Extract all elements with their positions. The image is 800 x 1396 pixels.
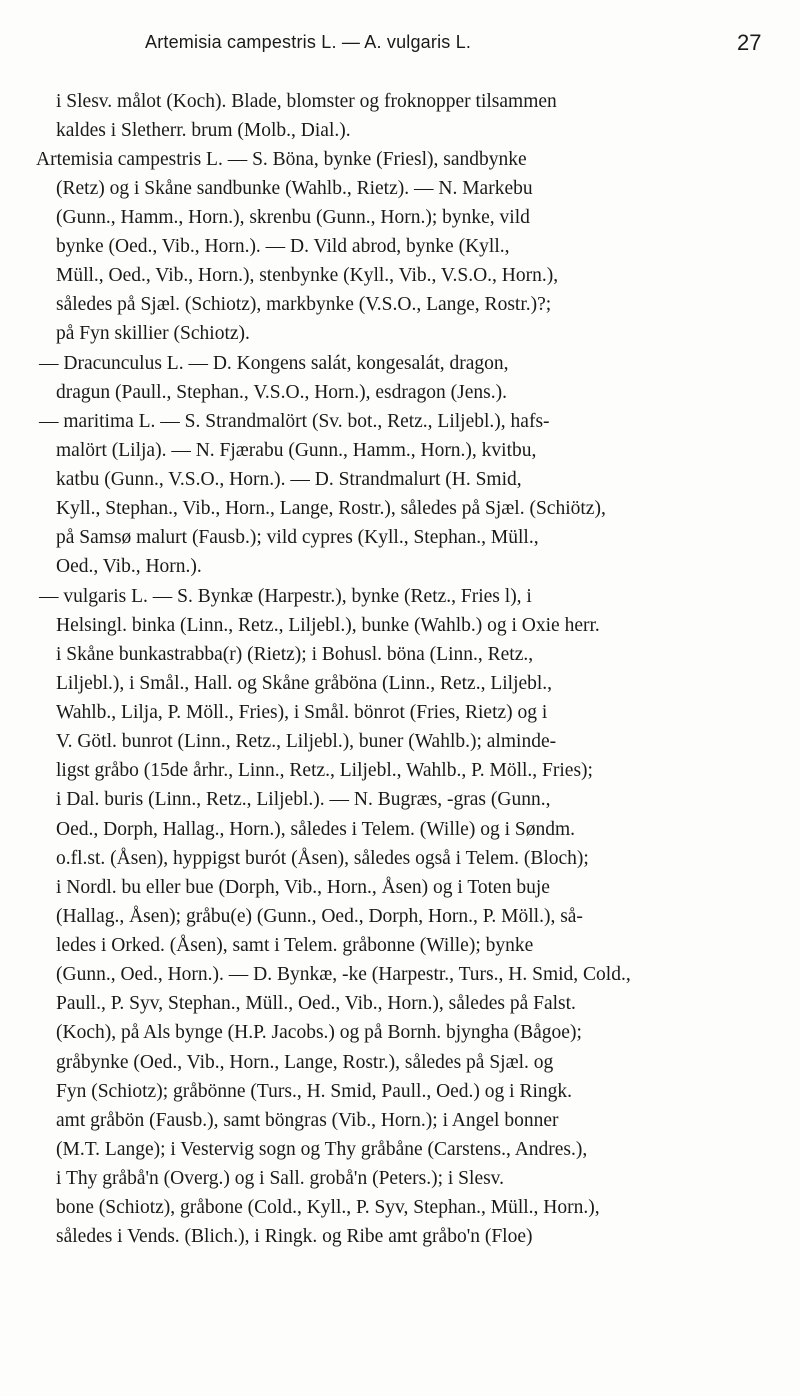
text-line: malört (Lilja). — N. Fjærabu (Gunn., Hamm., Horn.), kvitbu, [56, 440, 537, 461]
text-line: — maritima L. — S. Strandmalört (Sv. bot., Retz., Liljebl.), hafs- [39, 411, 550, 432]
text-line: Artemisia campestris L. — S. Böna, bynke (Friesl), sandbynke [36, 149, 527, 170]
text-line: Müll., Oed., Vib., Horn.), stenbynke (Kyll., Vib., V.S.O., Horn.), [56, 265, 559, 286]
text-line: — vulgaris L. — S. Bynkæ (Harpestr.), bynke (Retz., Fries l), i [39, 586, 532, 607]
text-line: Fyn (Schiotz); gråbönne (Turs., H. Smid, Paull., Oed.) og i Ringk. [56, 1081, 573, 1102]
text-line: således i Vends. (Blich.), i Ringk. og Ribe amt gråbo'n (Floe) [56, 1226, 533, 1247]
text-line: V. Götl. bunrot (Linn., Retz., Liljebl.), buner (Wahlb.); alminde- [56, 731, 557, 752]
text-line: (Gunn., Oed., Horn.). — D. Bynkæ, -ke (Harpestr., Turs., H. Smid, Cold., [56, 964, 631, 985]
running-title: Artemisia campestris L. — A. vulgaris L. [145, 32, 472, 52]
text-line: (Koch), på Als bynge (H.P. Jacobs.) og på Bornh. bjyngha (Bågoe); [56, 1022, 582, 1043]
text-line: o.fl.st. (Åsen), hyppigst burót (Åsen), således også i Telem. (Bloch); [56, 848, 589, 869]
text-line: Liljebl.), i Smål., Hall. og Skåne gråböna (Linn., Retz., Liljebl., [56, 673, 553, 694]
text-line: (Hallag., Åsen); gråbu(e) (Gunn., Oed., Dorph, Horn., P. Möll.), så- [56, 906, 583, 927]
text-line: således på Sjæl. (Schiotz), markbynke (V.S.O., Lange, Rostr.)?; [56, 294, 552, 315]
text-line: kaldes i Sletherr. brum (Molb., Dial.). [56, 120, 351, 141]
text-line: på Fyn skillier (Schiotz). [56, 323, 250, 344]
text-line: Paull., P. Syv, Stephan., Müll., Oed., Vib., Horn.), således på Falst. [56, 993, 576, 1014]
text-line: bynke (Oed., Vib., Horn.). — D. Vild abrod, bynke (Kyll., [56, 236, 510, 257]
text-line: (Gunn., Hamm., Horn.), skrenbu (Gunn., Horn.); bynke, vild [56, 207, 530, 228]
text-line: Oed., Dorph, Hallag., Horn.), således i Telem. (Wille) og i Søndm. [56, 819, 576, 840]
text-line: ledes i Orked. (Åsen), samt i Telem. gråbonne (Wille); bynke [56, 935, 534, 956]
text-line: Wahlb., Lilja, P. Möll., Fries), i Smål. bönrot (Fries, Rietz) og i [56, 702, 548, 723]
text-line: dragun (Paull., Stephan., V.S.O., Horn.), esdragon (Jens.). [56, 382, 507, 403]
text-line: i Nordl. bu eller bue (Dorph, Vib., Horn., Åsen) og i Toten buje [56, 877, 550, 898]
text-line: (M.T. Lange); i Vestervig sogn og Thy gråbåne (Carstens., Andres.), [56, 1139, 588, 1160]
text-line: Kyll., Stephan., Vib., Horn., Lange, Rostr.), således på Sjæl. (Schiötz), [56, 498, 606, 519]
text-line: amt gråbön (Fausb.), samt böngras (Vib., Horn.); i Angel bonner [56, 1110, 559, 1131]
text-line: — Dracunculus L. — D. Kongens salát, kongesalát, dragon, [39, 353, 509, 374]
text-line: i Thy gråbå'n (Overg.) og i Sall. grobå'n (Peters.); i Slesv. [56, 1168, 505, 1189]
text-line: på Samsø malurt (Fausb.); vild cypres (Kyll., Stephan., Müll., [56, 527, 539, 548]
text-line: Helsingl. binka (Linn., Retz., Liljebl.), bunke (Wahlb.) og i Oxie herr. [56, 615, 600, 636]
text-line: (Retz) og i Skåne sandbunke (Wahlb., Rietz). — N. Markebu [56, 178, 533, 199]
page-number: 27 [737, 30, 762, 55]
text-line: gråbynke (Oed., Vib., Horn., Lange, Rostr.), således på Sjæl. og [56, 1052, 554, 1073]
text-line: ligst gråbo (15de århr., Linn., Retz., Liljebl., Wahlb., P. Möll., Fries); [56, 760, 593, 781]
text-line: katbu (Gunn., V.S.O., Horn.). — D. Strandmalurt (H. Smid, [56, 469, 522, 490]
text-line: i Skåne bunkastrabba(r) (Rietz); i Bohusl. böna (Linn., Retz., [56, 644, 534, 665]
text-line: i Dal. buris (Linn., Retz., Liljebl.). — N. Bugræs, -gras (Gunn., [56, 789, 551, 810]
text-line: i Slesv. målot (Koch). Blade, blomster og froknopper tilsammen [56, 91, 557, 112]
text-line: bone (Schiotz), gråbone (Cold., Kyll., P. Syv, Stephan., Müll., Horn.), [56, 1197, 600, 1218]
text-line: Oed., Vib., Horn.). [56, 556, 202, 577]
